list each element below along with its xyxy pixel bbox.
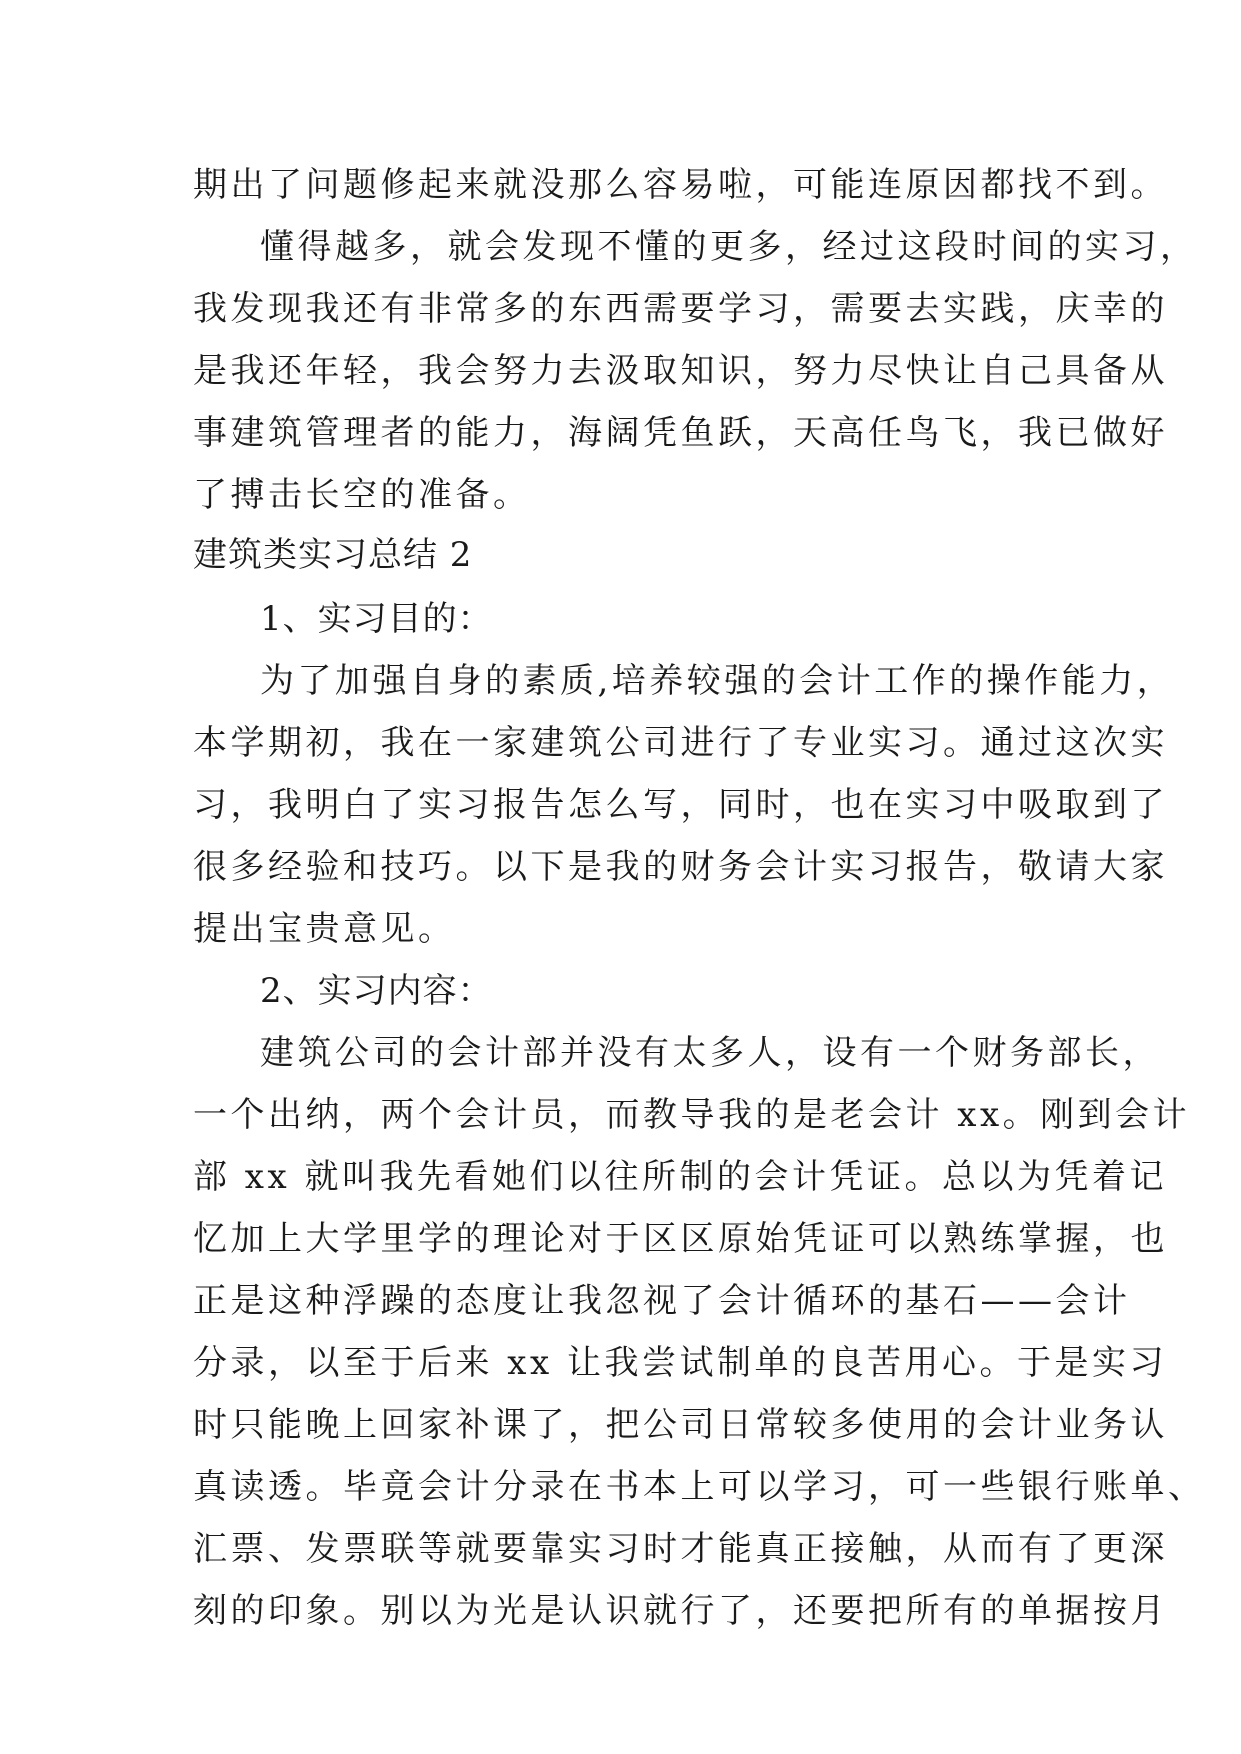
- subsection-heading: 1、实习目的：: [260, 599, 493, 639]
- paragraph-line: 事建筑管理者的能力，海阔凭鱼跃，天高任鸟飞，我已做好: [193, 413, 1168, 453]
- paragraph-line: 真读透。毕竟会计分录在书本上可以学习，可一些银行账单、: [193, 1467, 1206, 1507]
- paragraph-line: 本学期初，我在一家建筑公司进行了专业实习。通过这次实: [193, 723, 1168, 763]
- paragraph-line: 很多经验和技巧。以下是我的财务会计实习报告，敬请大家: [193, 847, 1168, 887]
- paragraph-line: 提出宝贵意见。: [193, 909, 456, 949]
- paragraph-line: 时只能晚上回家补课了，把公司日常较多使用的会计业务认: [193, 1405, 1168, 1445]
- paragraph-line: 建筑公司的会计部并没有太多人，设有一个财务部长，: [260, 1033, 1160, 1073]
- paragraph-line: 部 xx 就叫我先看她们以往所制的会计凭证。总以为凭着记: [193, 1157, 1167, 1197]
- paragraph-line: 汇票、发票联等就要靠实习时才能真正接触，从而有了更深: [193, 1529, 1168, 1569]
- paragraph-line: 为了加强自身的素质,培养较强的会计工作的操作能力，: [260, 661, 1175, 701]
- paragraph-line: 分录，以至于后来 xx 让我尝试制单的良苦用心。于是实习: [193, 1343, 1167, 1383]
- section-title: 建筑类实习总结 2: [193, 535, 473, 575]
- subsection-heading: 2、实习内容：: [260, 971, 493, 1011]
- paragraph-line: 期出了问题修起来就没那么容易啦，可能连原因都找不到。: [193, 165, 1168, 205]
- paragraph-line: 我发现我还有非常多的东西需要学习，需要去实践，庆幸的: [193, 289, 1168, 329]
- paragraph-line: 一个出纳，两个会计员，而教导我的是老会计 xx。刚到会计: [193, 1095, 1191, 1135]
- paragraph-line: 了搏击长空的准备。: [193, 475, 531, 515]
- paragraph-line: 正是这种浮躁的态度让我忽视了会计循环的基石——会计: [193, 1281, 1131, 1321]
- paragraph-line: 刻的印象。别以为光是认识就行了，还要把所有的单据按月: [193, 1591, 1168, 1631]
- paragraph-line: 是我还年轻，我会努力去汲取知识，努力尽快让自己具备从: [193, 351, 1168, 391]
- paragraph-line: 忆加上大学里学的理论对于区区原始凭证可以熟练掌握，也: [193, 1219, 1168, 1259]
- paragraph-line: 懂得越多，就会发现不懂的更多，经过这段时间的实习，: [260, 227, 1198, 267]
- paragraph-line: 习，我明白了实习报告怎么写，同时，也在实习中吸取到了: [193, 785, 1168, 825]
